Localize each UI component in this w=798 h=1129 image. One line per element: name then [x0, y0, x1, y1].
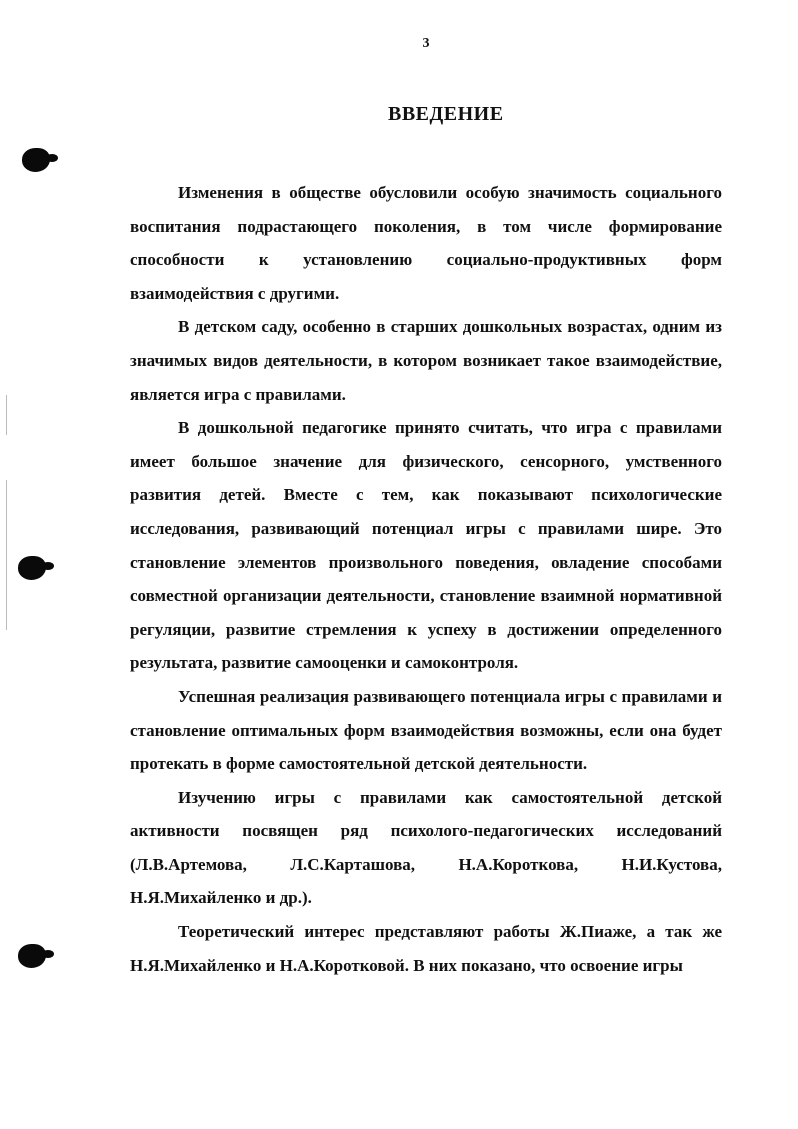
paragraph: Теоретический интерес представляют работы Ж.Пиаже, а так же Н.Я.Михайленко и Н.А.Коротковой. В них показано, что освоение игры [130, 922, 722, 975]
binder-hole-mark [22, 148, 50, 172]
margin-scan-line [6, 480, 7, 630]
body-text [130, 176, 722, 982]
paragraph: Изменения в обществе обусловили особую значимость социального воспитания подрастающего поколения, в том числе формирование способности к установлению социально-продуктивных форм взаимодействия с другими. [130, 183, 722, 303]
page-number: 3 [422, 36, 430, 51]
binder-hole-mark [18, 944, 46, 968]
paragraph: В детском саду, особенно в старших дошкольных возрастах, одним из значимых видов деятельности, в котором возникает такое взаимодействие, является игра с правилами. [130, 317, 722, 404]
paragraph: В дошкольной педагогике принято считать, что игра с правилами имеет большое значение для физического, сенсорного, умственного развития детей. Вместе с тем, как показывают психологические исследования, развивающий потенциал игры с правилами шире. Это становление элементов произвольного поведения, овладение способами совместной организации деятельности, становление взаимной нормативной регуляции, развитие стремления к успеху в достижении определенного результата, развитие самооценки и самоконтроля. [130, 418, 722, 673]
binder-hole-mark [18, 556, 46, 580]
section-title: ВВЕДЕНИЕ [388, 103, 504, 125]
margin-scan-line [6, 395, 7, 435]
paragraph: Изучению игры с правилами как самостоятельной детской активности посвящен ряд психолого-педагогических исследований (Л.В.Артемова, Л.С.Карташова, Н.А.Короткова, Н.И.Кустова, Н.Я.Михайленко и др.). [130, 787, 722, 908]
paragraph: Успешная реализация развивающего потенциала игры с правилами и становление оптимальных форм взаимодействия возможны, если она будет протекать в форме самостоятельной детской деятельности. [130, 686, 722, 774]
